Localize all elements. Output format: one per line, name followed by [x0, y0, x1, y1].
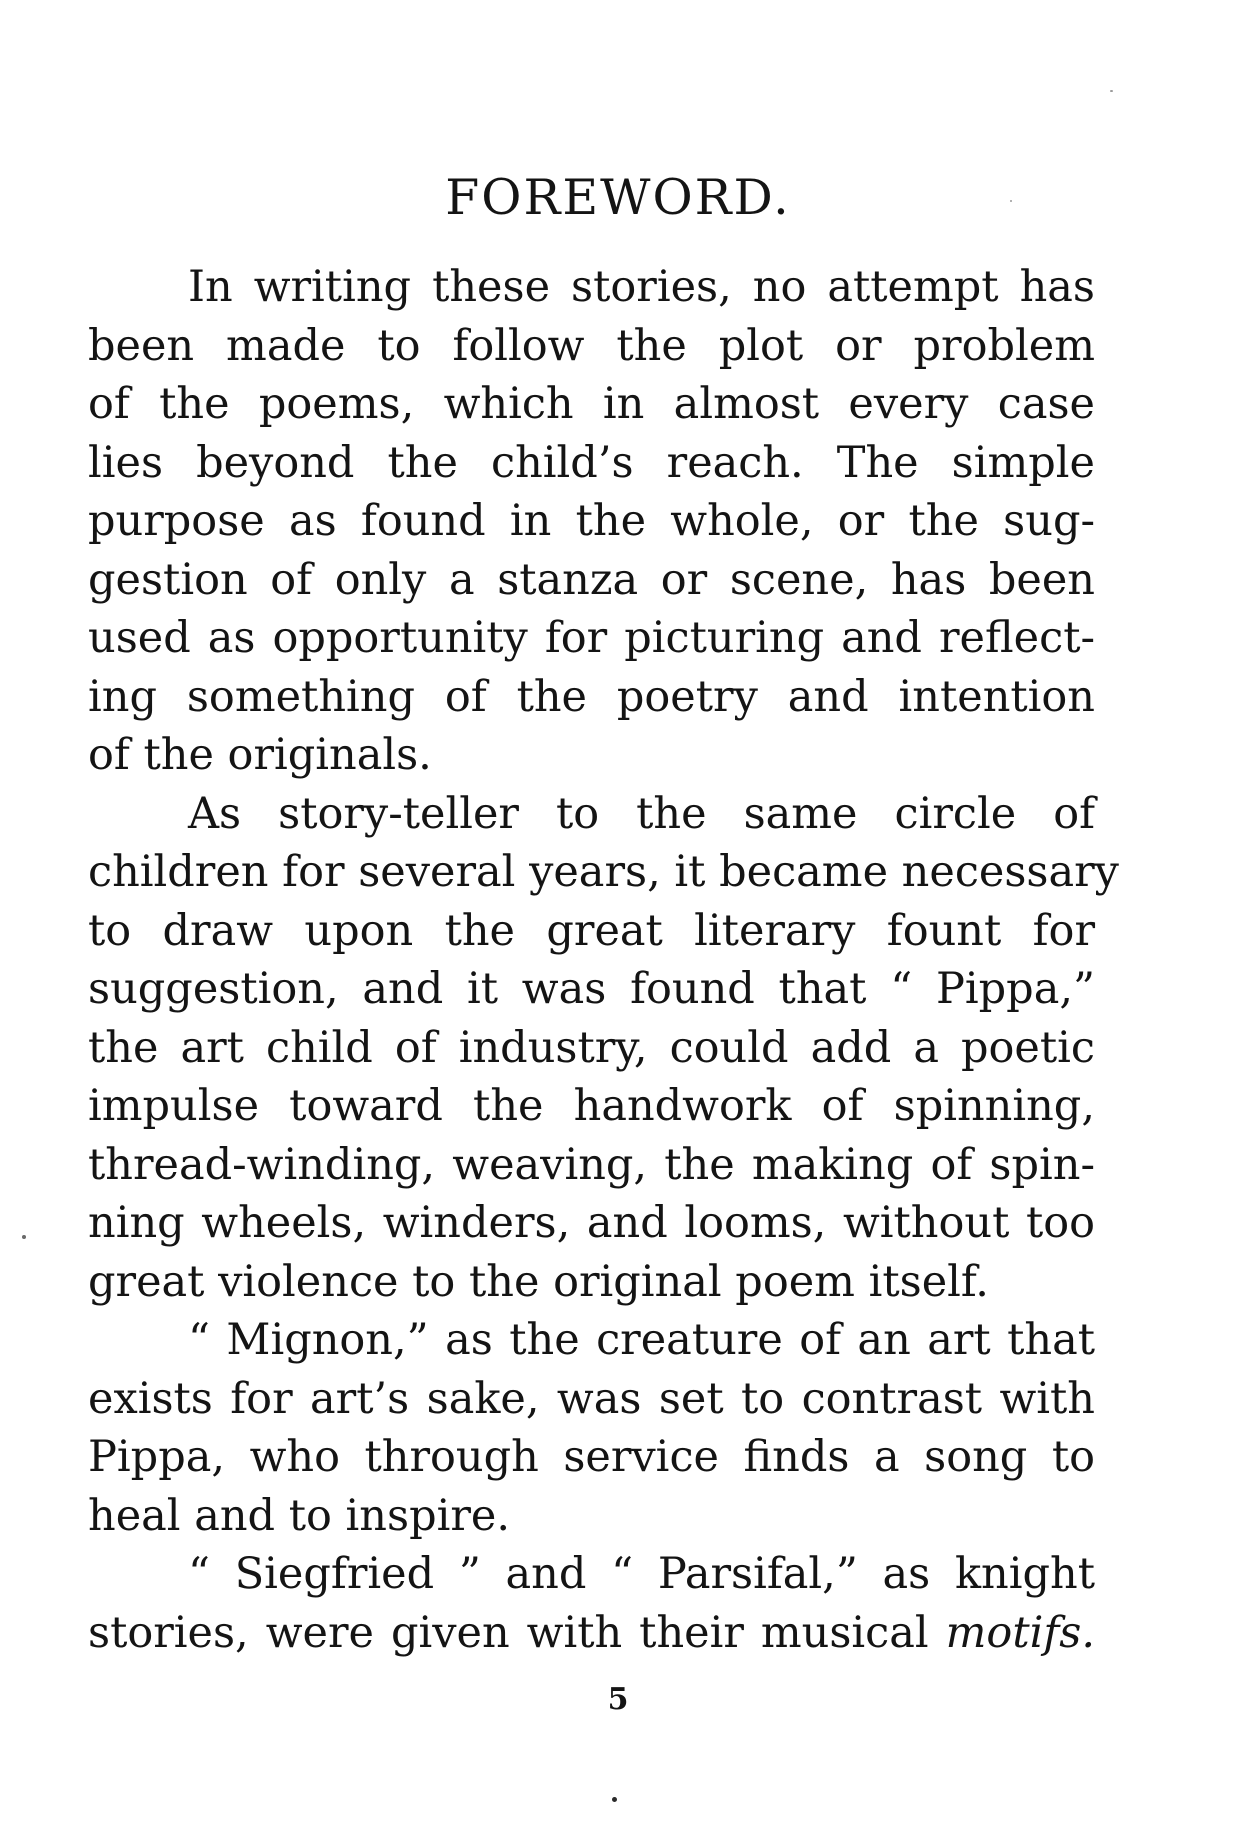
- text-line: lies beyond the child’s reach. The simple: [88, 437, 1095, 488]
- text-line: suggestion, and it was found that “ Pippa,”: [88, 964, 1095, 1014]
- text-line: ing something of the poetry and intention: [88, 671, 1095, 722]
- text-line-final: [88, 1604, 1095, 1663]
- text-line: heal and to inspire.: [88, 1490, 511, 1541]
- text-line: As story-teller to the same circle of: [188, 788, 1095, 839]
- page-title: FOREWORD.: [445, 169, 791, 226]
- text-line: exists for art’s sake, was set to contrast with: [88, 1373, 1095, 1424]
- text-line: purpose as found in the whole, or the sug-: [88, 496, 1095, 546]
- text-line: thread-winding, weaving, the making of spin-: [88, 1139, 1095, 1190]
- text-line: to draw upon the great literary fount for: [88, 905, 1095, 956]
- print-speck: [22, 1235, 26, 1239]
- text-line: been made to follow the plot or problem: [88, 320, 1095, 371]
- text-line: “ Mignon,” as the creature of an art that: [188, 1315, 1095, 1365]
- text-line: the art child of industry, could add a poetic: [88, 1022, 1095, 1073]
- text-line: of the originals.: [88, 730, 432, 780]
- foreword-text: [88, 258, 1119, 1662]
- text-line: great violence to the original poem itself.: [88, 1256, 989, 1307]
- text-line: of the poems, which in almost every case: [88, 379, 1095, 429]
- text-line: “ Siegfried ” and “ Parsifal,” as knight: [188, 1549, 1095, 1599]
- text-line: used as opportunity for picturing and reflect-: [88, 613, 1095, 663]
- text-line: gestion of only a stanza or scene, has been: [88, 554, 1095, 605]
- text-line: In writing these stories, no attempt has: [188, 262, 1095, 312]
- print-speck: [612, 1797, 617, 1802]
- text-line: Pippa, who through service finds a song to: [88, 1432, 1095, 1482]
- text-line: ning wheels, winders, and looms, without too: [88, 1198, 1095, 1248]
- text-line: impulse toward the handwork of spinning,: [88, 1081, 1095, 1131]
- italic-word: motifs.: [945, 1607, 1096, 1658]
- print-speck: [1110, 90, 1113, 92]
- print-speck: [1010, 200, 1012, 202]
- text-line: children for several years, it became necessary: [88, 847, 1119, 897]
- text-line-start: stories, were given with their musical: [88, 1607, 929, 1658]
- page-number: 5: [607, 1682, 629, 1717]
